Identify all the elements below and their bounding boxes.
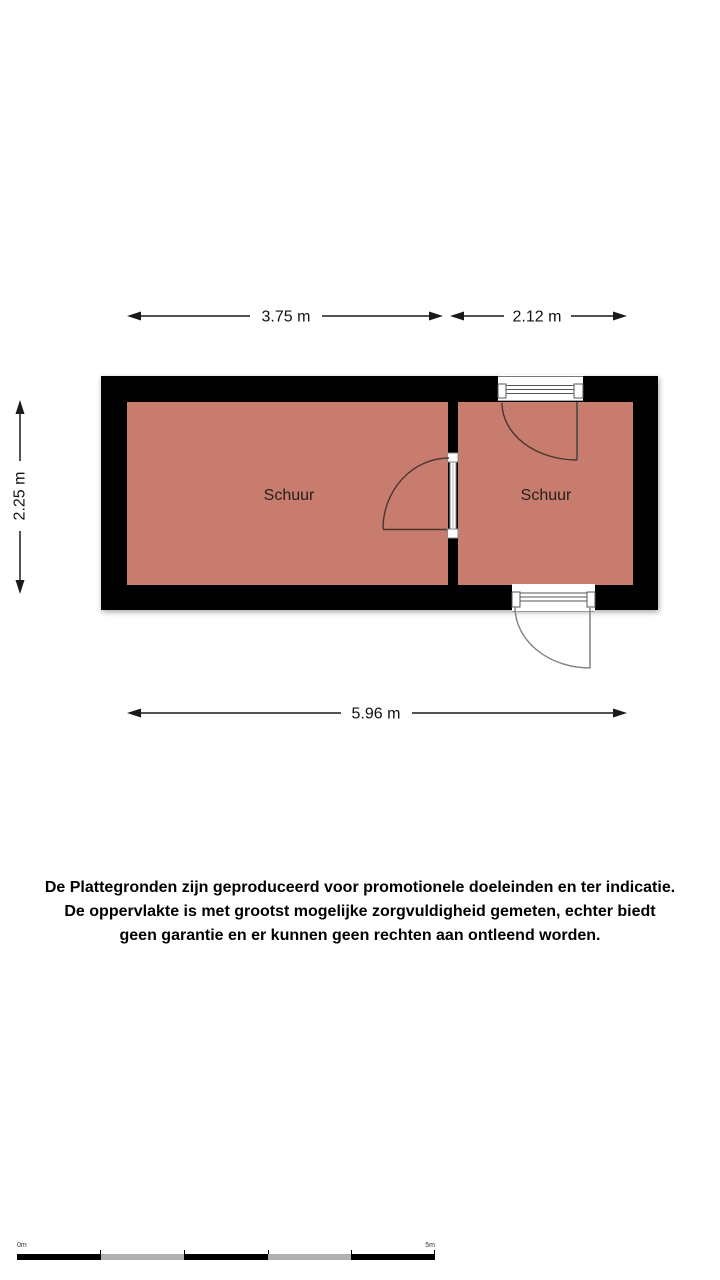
arrowhead-left-icon — [450, 312, 464, 321]
room-label-left: Schuur — [263, 487, 315, 504]
scale-bar-tick — [184, 1250, 185, 1254]
arrowhead-right-icon — [613, 312, 627, 321]
arrowhead-up-icon — [16, 400, 25, 414]
scale-bar-tick — [351, 1250, 352, 1254]
door-jamb — [587, 592, 595, 607]
dimension-top-left — [127, 309, 443, 326]
scale-bar-segment — [184, 1254, 268, 1260]
scale-bar-label-end: 5m — [425, 1242, 435, 1249]
scale-bar-label-start: 0m — [17, 1242, 27, 1249]
arrowhead-down-icon — [16, 580, 25, 594]
scale-bar-segment — [101, 1254, 184, 1260]
dimension-label: 2.25 m — [11, 471, 29, 521]
dimension-bottom — [127, 706, 627, 723]
dimension-label: 5.96 m — [351, 705, 401, 723]
scale-bar-segment — [17, 1254, 101, 1260]
door-hinge-block — [448, 453, 459, 462]
interior-wall-upper — [448, 402, 458, 453]
arrowhead-right-icon — [429, 312, 443, 321]
dimension-left — [12, 400, 29, 594]
scale-bar-segment — [351, 1254, 435, 1260]
scale-bar-tick — [100, 1250, 101, 1254]
disclaimer-line: geen garantie en er kunnen geen rechten aan ontleend worden. — [119, 927, 601, 944]
building — [101, 375, 658, 668]
scale-bar-tick — [434, 1250, 435, 1254]
door-hinge-block — [448, 529, 459, 538]
door-jamb — [574, 384, 583, 398]
disclaimer-line: De oppervlakte is met grootst mogelijke zorgvuldigheid gemeten, echter biedt — [64, 903, 656, 920]
door-bottom — [512, 584, 595, 668]
door-jamb — [512, 592, 520, 607]
room-label-right: Schuur — [520, 487, 572, 504]
scale-bar-segment — [268, 1254, 351, 1260]
dimension-top-right — [450, 309, 627, 326]
disclaimer-line: De Plattegronden zijn geproduceerd voor promotionele doeleinden en ter indicatie. — [44, 879, 676, 896]
door-jamb — [498, 384, 506, 398]
interior-wall-lower — [448, 538, 458, 585]
dimension-label: 3.75 m — [261, 308, 311, 326]
dimension-label: 2.12 m — [512, 308, 562, 326]
arrowhead-left-icon — [127, 709, 141, 718]
arrowhead-left-icon — [127, 312, 141, 321]
disclaimer-text — [0, 876, 720, 948]
scale-bar — [17, 1242, 435, 1260]
door-swing-arc — [515, 607, 590, 668]
arrowhead-right-icon — [613, 709, 627, 718]
scale-bar-tick — [268, 1250, 269, 1254]
